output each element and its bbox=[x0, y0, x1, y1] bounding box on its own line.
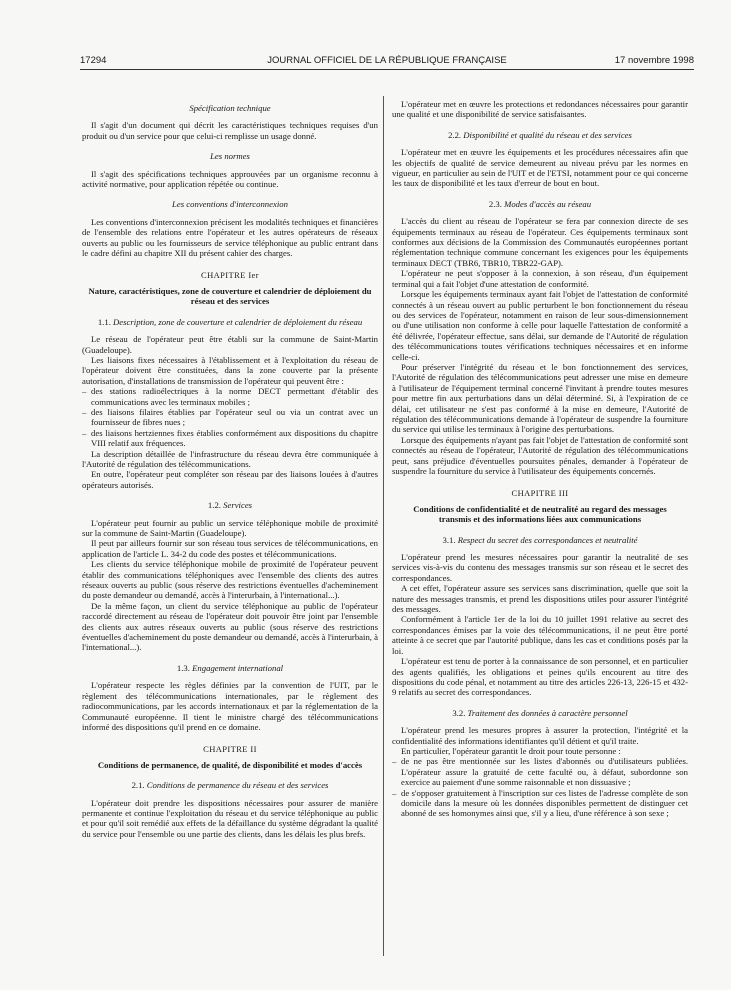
page-header bbox=[80, 55, 694, 70]
left-column bbox=[82, 103, 378, 965]
section-title: Services bbox=[223, 500, 253, 511]
section-title: Description, zone de couverture et calendrier de déploiement du réseau bbox=[113, 316, 363, 327]
paragraph: En outre, l'opérateur peut compléter son réseau par des liaisons louées à d'autres opérateurs autorisés. bbox=[82, 469, 378, 490]
paragraph: Il peut par ailleurs fournir sur son réseau tous services de télécommunications, en application de l'article L. 34-2 du code des postes et télécommunications. bbox=[82, 538, 378, 559]
paragraph: L'opérateur doit prendre les dispositions nécessaires pour assurer de manière permanente et continue l'exploitation du réseau et du service téléphonique au public et pour qu'il soit remédié aux effets de la défaillance du système dégradant la qualité du service pour l'ensemble ou une partie des clients, dans les délais les plus brefs. bbox=[82, 797, 378, 839]
paragraph: Pour préserver l'intégrité du réseau et le bon fonctionnement des services, l'Autorité de régulation des télécommunications peut adresser une mise en demeure à l'utilisateur de l'équipement terminal concerné l'invitant à prendre toutes mesures pour mettre fin aux perturbations dans un délai déterminé. Si, à l'expiration de ce délai, cet utilisateur ne s'est pas conformé à la mise en demeure, l'Autorité de régulation des télécommunications demande à l'opérateur de suspendre la fourniture du service qui utilise les terminaux à l'origine des perturbations. bbox=[392, 361, 688, 435]
section-heading bbox=[82, 500, 378, 510]
journal-title: JOURNAL OFFICIEL DE LA RÉPUBLIQUE FRANÇAISE bbox=[267, 55, 507, 66]
chapter-label: CHAPITRE Ier bbox=[201, 270, 259, 281]
paragraph: De la même façon, un client du service téléphonique au public de l'opérateur raccordé directement au réseau de l'opérateur doit pouvoir être joint par l'ensemble des clients aux autres réseaux ouverts au public (sous réserve des restrictions éventuelles d'acheminement du poste demandeur ou demandé, accès à l'interurbain, à l'international...). bbox=[82, 600, 378, 653]
section-title: Les conventions d'interconnexion bbox=[172, 199, 288, 210]
section-title: Modes d'accès au réseau bbox=[504, 198, 592, 209]
chapter-title: Conditions de confidentialité et de neutralité au regard des messages transmis et des informations liées aux communications bbox=[413, 503, 667, 525]
issue-date: 17 novembre 1998 bbox=[614, 55, 694, 66]
list-item: – des stations radioélectriques à la norme DECT permettant d'établir des communications avec les terminaux mobiles ; bbox=[82, 386, 378, 407]
paragraph: Lorsque les équipements terminaux ayant fait l'objet de l'attestation de conformité connectés à un réseau ouvert au public perturbent le bon fonctionnement du réseau ou des services de l'opérateur, notamment en raison de leur sous-dimensionnement ou d'une utilisation non conforme à celle pour laquelle l'attestation de conformité a été délivrée, l'opérateur effectue, sans délai, sur demande de l'Autorité de régulation des télécommunications toutes vérifications techniques nécessaires et en informe celle-ci. bbox=[392, 289, 688, 362]
section-title: Engagement international bbox=[192, 662, 284, 673]
section-title: Spécification technique bbox=[189, 103, 271, 113]
paragraph: L'opérateur peut fournir au public un service téléphonique mobile de proximité sur la commune de Saint-Martin (Guadeloupe). bbox=[82, 517, 378, 538]
list-item: – de s'opposer gratuitement à l'inscription sur ces listes de l'adresse complète de son domicile dans la mesure où les données disponibles permettent de distinguer cet abonné de ses homonymes ainsi que, s'il y a lieu, d'une référence à son sexe ; bbox=[392, 788, 688, 819]
section-heading bbox=[82, 780, 378, 790]
section-number: 2.3. bbox=[488, 198, 502, 209]
chapter-label: CHAPITRE II bbox=[203, 744, 257, 755]
section-number: 1.1. bbox=[97, 316, 111, 327]
section-heading bbox=[82, 663, 378, 673]
section-heading bbox=[392, 535, 688, 545]
section-heading bbox=[392, 130, 688, 140]
paragraph: La description détaillée de l'infrastructure du réseau devra être communiquée à l'Autorité de régulation des télécommunications. bbox=[82, 448, 378, 469]
bullet-list bbox=[392, 756, 688, 818]
section-number: 2.1. bbox=[131, 780, 145, 791]
list-item: – des liaisons hertziennes fixes établies conformément aux dispositions du chapitre VIII relatif aux fréquences. bbox=[82, 428, 378, 449]
paragraph: L'opérateur ne peut s'opposer à la connexion, à son réseau, d'un équipement terminal qui a fait l'objet d'une attestation de conformité. bbox=[392, 268, 688, 289]
paragraph: Le réseau de l'opérateur peut être établi sur la commune de Saint-Martin (Guadeloupe). bbox=[82, 334, 378, 355]
paragraph: L'opérateur met en œuvre les équipements et les procédures nécessaires afin que les objectifs de qualité de service demeurent au niveau prévu par les normes en vigueur, en particulier au sein de l'UIT et de l'ETSI, notamment pour ce qui concerne les taux de disponibilité et les taux d'erreur de bout en bout. bbox=[392, 147, 688, 189]
paragraph: L'opérateur respecte les règles définies par la convention de l'UIT, par le règlement des télécommunications internationales, par le règlement des radiocommunications, par les accords internationaux et par la réglementation de la Communauté européenne. Il tient le ministre chargé des télécommunications informé des dispositions qu'il prend en ce domaine. bbox=[82, 680, 378, 732]
chapter-label: CHAPITRE III bbox=[511, 488, 569, 499]
paragraph: L'opérateur prend les mesures nécessaires pour garantir la neutralité de ses services vis-à-vis du contenu des messages transmis sur son réseau et le secret des correspondances. bbox=[392, 552, 688, 583]
list-item: – des liaisons filaires établies par l'opérateur seul ou via un contrat avec un fournisseur de fibres nues ; bbox=[82, 407, 378, 428]
paragraph: L'accès du client au réseau de l'opérateur se fera par connexion directe de ses équipements terminaux au réseau de l'opérateur. Ces équipements terminaux sont conformes aux décisions de la Commission des Communautés européennes portant réglementation technique commune concernant les exigences pour les équipements terminaux DECT (TBR6, TBR10, TBR22-GAP). bbox=[392, 216, 688, 268]
paragraph: Lorsque des équipements n'ayant pas fait l'objet de l'attestation de conformité sont connectés au réseau de l'opérateur, l'Autorité de régulation des télécommunications peut, sans préjudice d'éventuelles poursuites pénales, demander à l'opérateur de suspendre la fourniture du service à l'utilisateur des équipements concernés. bbox=[392, 434, 688, 476]
section-title: Respect du secret des correspondances et neutralité bbox=[457, 534, 638, 545]
section-heading bbox=[392, 199, 688, 209]
right-column bbox=[392, 99, 688, 965]
section-number: 2.2. bbox=[448, 129, 462, 140]
section-heading bbox=[82, 317, 378, 327]
paragraph: L'opérateur met en œuvre les protections et redondances nécessaires pour garantir une qualité et une disponibilité de service satisfaisantes. bbox=[392, 99, 688, 120]
paragraph: Il s'agit des spécifications techniques approuvées par un organisme reconnu à activité normative, pour application répétée ou continue. bbox=[82, 168, 378, 190]
bullet-list bbox=[82, 386, 378, 448]
column-divider bbox=[383, 96, 384, 956]
chapter-title: Conditions de permanence, de qualité, de disponibilité et modes d'accès bbox=[97, 759, 363, 770]
section-title: Conditions de permanence du réseau et des services bbox=[146, 780, 329, 791]
list-item: – de ne pas être mentionnée sur les listes d'abonnés ou d'utilisateurs publiées. L'opérateur assure la gratuité de cette faculté ou, à défaut, subordonne son exercice au paiement d'une somme raisonnable et non dissuasive ; bbox=[392, 756, 688, 787]
section-heading bbox=[392, 708, 688, 718]
paragraph: Les conventions d'interconnexion précisent les modalités techniques et financières de l'ensemble des relations entre l'opérateur et les autres opérateurs de réseaux ouverts au public ou les fournisseurs de service téléphonique au public entrant dans le cadre défini au chapitre XII du présent cahier des charges. bbox=[82, 216, 378, 259]
paragraph: Les clients du service téléphonique mobile de proximité de l'opérateur peuvent établir des communications téléphoniques avec l'ensemble des clients des autres réseaux ouverts au public (sous réserve des restrictions éventuelles d'acheminement du poste demandeur ou demandé, accès à l'interurbain, à l'international...). bbox=[82, 559, 378, 601]
section-title: Traitement des données à caractère personnel bbox=[467, 707, 628, 718]
chapter-title: Nature, caractéristiques, zone de couverture et calendrier de déploiement du réseau et des services bbox=[88, 285, 372, 307]
paragraph: En particulier, l'opérateur garantit le droit pour toute personne : bbox=[401, 745, 621, 756]
section-title: Disponibilité et qualité du réseau et des services bbox=[463, 129, 632, 140]
paragraph: A cet effet, l'opérateur assure ses services sans discrimination, quelle que soit la nature des messages transmis, et prend les dispositions utiles pour assurer l'intégrité des messages. bbox=[392, 583, 688, 615]
paragraph: Il s'agit d'un document qui décrit les caractéristiques techniques requises d'un produit ou d'un service pour que celui-ci remplisse un usage donné. bbox=[82, 120, 378, 141]
paragraph: L'opérateur est tenu de porter à la connaissance de son personnel, et en particulier des agents qualifiés, les obligations et peines qu'ils encourent au titre des dispositions du code pénal, et notamment au titre des articles 226-13, 226-15 et 432-9 relatifs au secret des correspondances. bbox=[392, 656, 688, 698]
section-number: 3.2. bbox=[452, 707, 466, 718]
section-number: 1.3. bbox=[176, 662, 190, 673]
page-number: 17294 bbox=[80, 55, 107, 66]
section-title: Les normes bbox=[210, 151, 250, 162]
section-number: 3.1. bbox=[442, 534, 456, 545]
section-number: 1.2. bbox=[207, 500, 221, 511]
paragraph: L'opérateur prend les mesures propres à assurer la protection, l'intégrité et la confidentialité des informations identifiantes qu'il détient et qu'il traite. bbox=[392, 725, 688, 746]
paragraph: Conformément à l'article 1er de la loi du 10 juillet 1991 relative au secret des correspondances émises par la voie des télécommunications, il ne peut être porté atteinte à ce secret que par l'autorité publique, dans les cas et conditions posés par la loi. bbox=[392, 614, 688, 656]
paragraph: Les liaisons fixes nécessaires à l'établissement et à l'exploitation du réseau de l'opérateur doivent être constituées, dans la zone couverte par la présente autorisation, d'installations de transmission de l'opérateur qui peuvent être : bbox=[82, 354, 378, 386]
